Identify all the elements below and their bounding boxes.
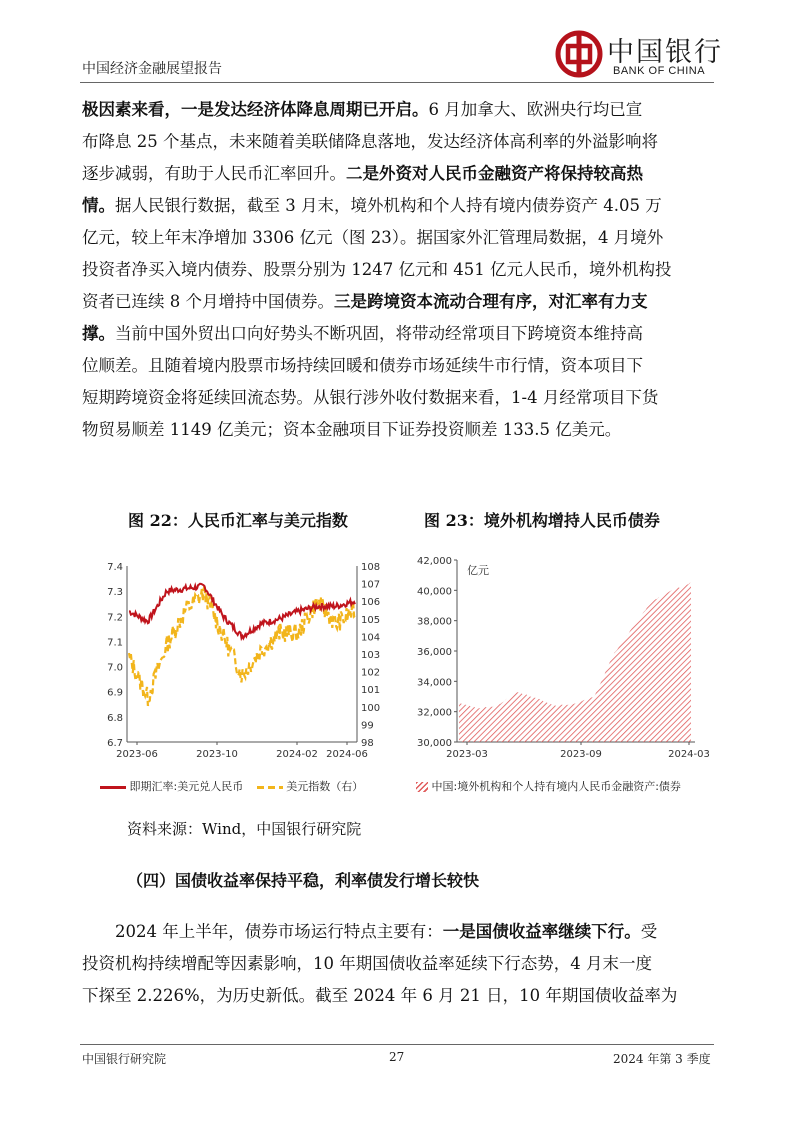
y-tick-label: 30,000 (417, 738, 452, 749)
y-right-tick-label: 104 (361, 632, 381, 644)
footer-divider (80, 1044, 714, 1045)
text-run: 据人民银行数据，截至 3 月末，境外机构和个人持有境内债券资产 4.05 万 (115, 196, 662, 215)
y-right-tick-label: 100 (361, 702, 381, 714)
bold-run: 极因素来看，一是发达经济体降息周期已开启。 (82, 100, 429, 119)
legend-label-exchange-rate: 即期汇率:美元兑人民币 (129, 780, 244, 793)
x-tick-label: 2024-06 (326, 749, 368, 760)
text-run: 布降息 25 个基点，未来随着美联储降息落地，发达经济体高利率的外溢影响将 (82, 132, 658, 151)
text-run: 下探至 2.226%，为历史新低。截至 2024 年 6 月 21 日，10 年期国债收益率为 (82, 986, 678, 1005)
figure-23-title: 图 23：境外机构增持人民币债券 (424, 511, 660, 530)
body-paragraph-2 (82, 916, 722, 1012)
y-left-tick-label: 7.4 (107, 562, 123, 573)
y-left-tick-label: 6.9 (107, 687, 123, 699)
x-tick-label: 2023-10 (196, 749, 238, 760)
footer-quarter: 2024 年第 3 季度 (613, 1052, 711, 1066)
figure-23-legend (416, 778, 681, 794)
source-note: 资料来源：Wind，中国银行研究院 (127, 820, 362, 838)
text-line (82, 948, 722, 980)
y-left-tick-label: 7.1 (107, 637, 123, 649)
logo-chinese-name: 中国银行 (607, 37, 723, 68)
text-run: 位顺差。且随着境内股票市场持续回暖和债券市场延续牛市行情，资本项目下 (82, 356, 643, 375)
bold-run: 三是跨境资本流动合理有序，对汇率有力支 (334, 292, 648, 311)
y-right-tick-label: 105 (361, 614, 381, 626)
legend-swatch-exchange-rate (100, 786, 126, 789)
text-line (82, 286, 722, 318)
series-dollar-index-line (129, 585, 355, 706)
series-bond-holdings-area (459, 583, 691, 743)
y-right-tick-label: 103 (361, 650, 381, 661)
text-run: 投资者净买入境内债券、股票分别为 1247 亿元和 451 亿元人民币，境外机构投 (82, 260, 672, 279)
y-left-tick-label: 7.0 (107, 662, 123, 674)
text-run: 亿元，较上年末净增加 3306 亿元（图 23）。据国家外汇管理局数据，4 月境外 (82, 228, 664, 247)
y-right-tick-label: 99 (361, 720, 374, 732)
page-number: 27 (389, 1050, 405, 1064)
y-left-tick-label: 7.3 (107, 587, 123, 599)
text-run: 逐步减弱，有助于人民币汇率回升。 (82, 164, 346, 183)
unit-label: 亿元 (467, 564, 489, 577)
body-paragraph-1 (82, 94, 722, 446)
y-left-tick-label: 7.2 (107, 612, 123, 624)
x-tick-label: 2024-02 (276, 749, 318, 760)
text-run: 资者已连续 8 个月增持中国债券。 (82, 292, 334, 311)
bank-of-china-emblem-icon (555, 30, 603, 78)
y-right-tick-label: 108 (361, 562, 381, 573)
figure-23-chart (405, 550, 710, 770)
text-line (82, 980, 722, 1012)
y-right-tick-label: 107 (361, 579, 381, 591)
text-line (82, 222, 722, 254)
legend-swatch-dollar-index (257, 786, 283, 789)
section-heading: （四）国债收益率保持平稳，利率债发行增长较快 (127, 871, 480, 890)
y-left-tick-label: 6.7 (107, 738, 123, 749)
header-divider (80, 82, 714, 83)
text-line (82, 350, 722, 382)
legend-label-bond-holdings: 中国:境外机构和个人持有境内人民币金融资产:债券 (431, 780, 681, 793)
text-run: 短期跨境资金将延续回流态势。从银行涉外收付数据来看，1-4 月经常项目下货 (82, 388, 659, 407)
text-run: 投资机构持续增配等因素影响，10 年期国债收益率延续下行态势，4 月末一度 (82, 954, 652, 973)
y-right-tick-label: 101 (361, 685, 381, 697)
x-tick-label: 2023-06 (116, 749, 158, 760)
text-line (82, 254, 722, 286)
text-run: 物贸易顺差 1149 亿美元；资本金融项目下证券投资顺差 133.5 亿美元。 (82, 420, 622, 439)
text-run: 2024 年上半年，债券市场运行特点主要有： (115, 922, 443, 941)
bold-run: 二是外资对人民币金融资产将保持较高热 (346, 164, 643, 183)
y-tick-label: 42,000 (417, 556, 452, 567)
figure-22-chart (95, 550, 395, 770)
logo-english-name: BANK OF CHINA (613, 65, 706, 77)
bold-run: 一是国债收益率继续下行。 (442, 922, 641, 941)
legend-label-dollar-index: 美元指数（右） (286, 780, 364, 793)
y-tick-label: 36,000 (417, 647, 452, 658)
series-exchange-rate-line (129, 584, 355, 639)
text-run: 当前中国外贸出口向好势头不断巩固，将带动经常项目下跨境资本维持高 (115, 324, 643, 343)
text-line (82, 126, 722, 158)
y-left-tick-label: 6.8 (107, 712, 123, 724)
x-tick-label: 2023-09 (560, 749, 602, 760)
text-line (82, 318, 722, 350)
report-title: 中国经济金融展望报告 (82, 61, 222, 77)
y-right-tick-label: 98 (361, 738, 374, 749)
text-line (82, 158, 722, 190)
x-tick-label: 2024-03 (668, 749, 710, 760)
figure-22-legend (100, 778, 363, 794)
y-tick-label: 38,000 (417, 616, 452, 628)
bank-logo (555, 30, 723, 82)
text-run: 6 月加拿大、欧洲央行均已宣 (428, 100, 643, 119)
figure-22-title: 图 22：人民币汇率与美元指数 (128, 511, 348, 530)
text-line (82, 190, 722, 222)
text-line (82, 94, 722, 126)
y-tick-label: 40,000 (417, 586, 452, 598)
text-line (82, 382, 722, 414)
x-tick-label: 2023-03 (446, 749, 488, 760)
bold-run: 情。 (82, 196, 115, 215)
text-line (82, 916, 722, 948)
footer-org: 中国银行研究院 (82, 1052, 167, 1066)
y-tick-label: 34,000 (417, 677, 452, 689)
bold-run: 撑。 (82, 324, 115, 343)
legend-swatch-bond-holdings (416, 782, 428, 792)
y-tick-label: 32,000 (417, 707, 452, 719)
text-line (82, 414, 722, 446)
y-right-tick-label: 106 (361, 597, 381, 609)
text-run: 受 (640, 922, 658, 941)
y-right-tick-label: 102 (361, 667, 381, 679)
